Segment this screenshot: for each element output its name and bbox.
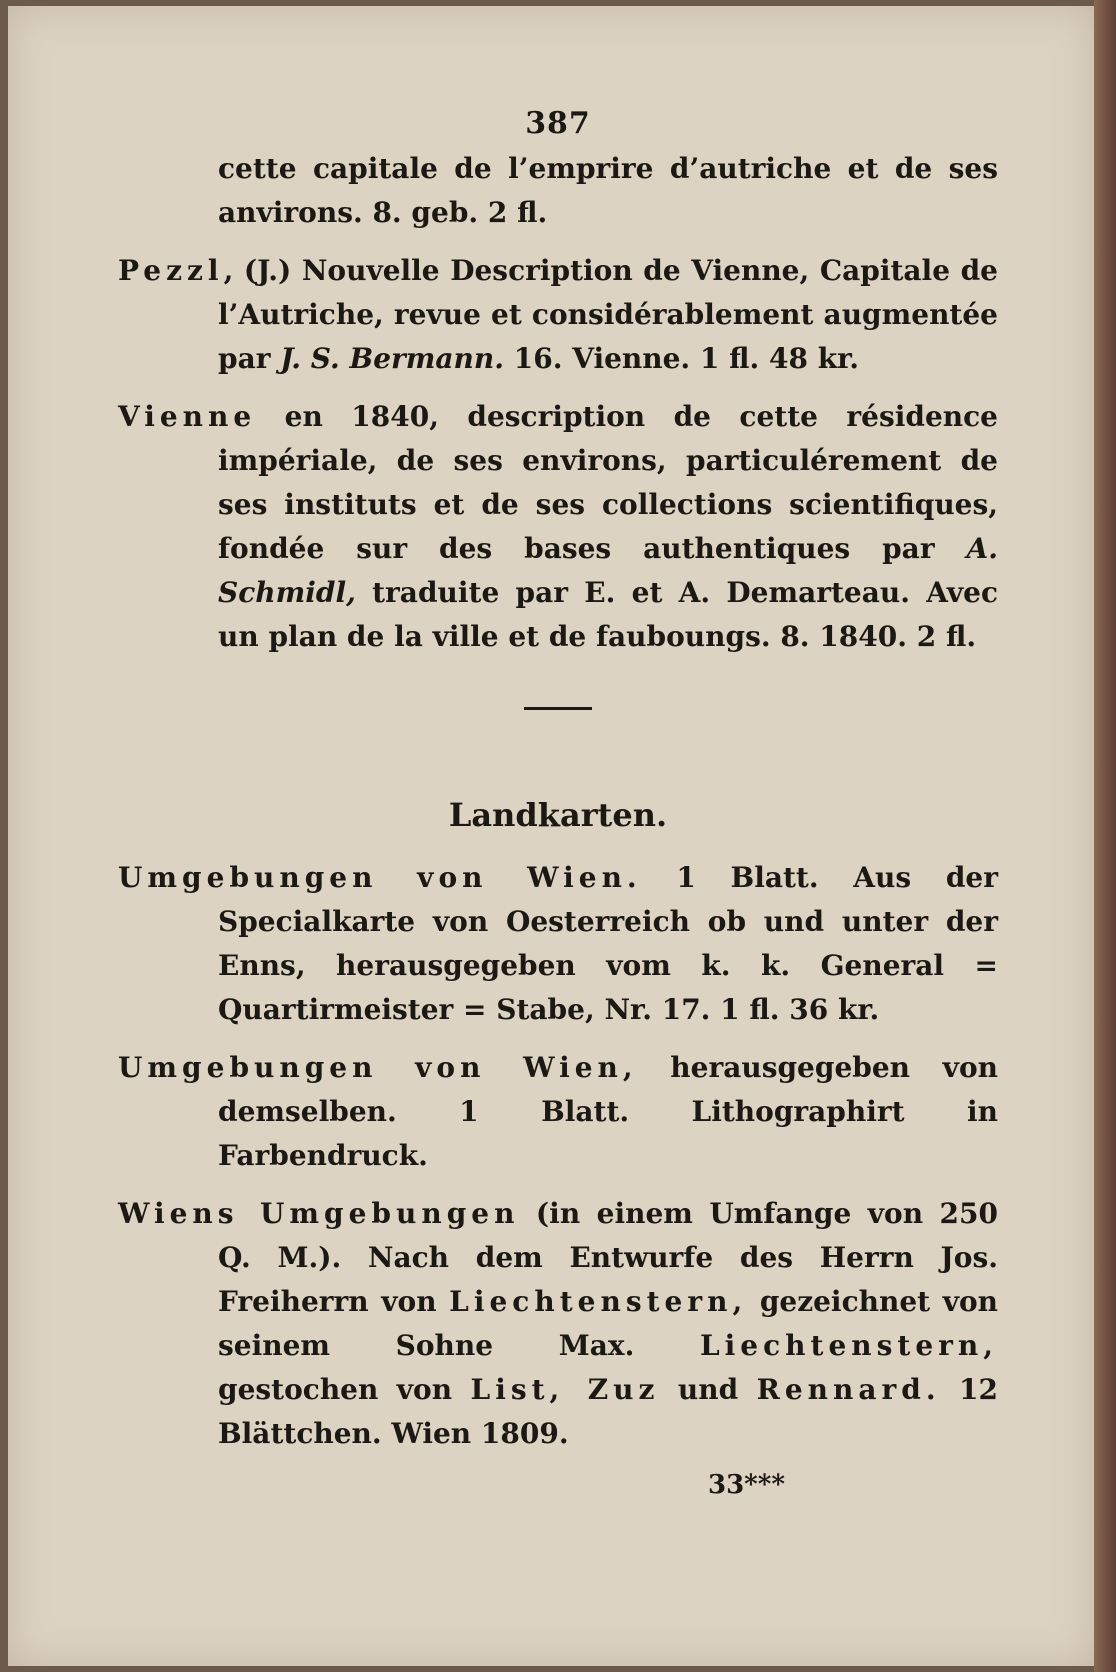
entry-name: Liechtenstern, (449, 1285, 748, 1318)
page-number: 387 (525, 106, 591, 141)
section-divider (524, 707, 592, 710)
german-entries (118, 856, 998, 1456)
entry-editor: J. S. Bermann. (280, 342, 504, 375)
entry-text: und (659, 1373, 757, 1406)
entry-title: Wiens Umgebungen (118, 1197, 520, 1230)
entry-text: gezeichnet von seinem Sohne Max. (218, 1285, 998, 1362)
entry-title: Vienne (118, 400, 257, 433)
entry-fr-0 (118, 147, 998, 235)
entry-text: , (J.) Nouvelle Description de Vienne, Capitale de l’Autriche, revue et considérablement augmentée par (218, 254, 998, 375)
entry-text: gestochen von (218, 1373, 471, 1406)
signature-mark: 33*** (708, 1470, 785, 1500)
entry-fr-2 (118, 395, 998, 659)
entry-de-0 (118, 856, 998, 1032)
entry-text: herausgegeben von demselben. 1 Blatt. Lithographirt in Farbendruck. (218, 1051, 998, 1172)
french-entries (118, 147, 998, 659)
entry-text: traduite par E. et A. Demarteau. Avec un plan de la ville et de fauboungs. 8. 1840. 2 fl. (218, 576, 998, 653)
entry-name: List, Zuz (470, 1373, 660, 1406)
book-page (8, 6, 1094, 1666)
entry-text: (in einem Umfange von 250 Q. M.). Nach dem Entwurfe des Herrn Jos. Freiherrn von (218, 1197, 998, 1318)
entry-title: Umgebungen von Wien, (118, 1051, 638, 1084)
entry-name: Rennard. (756, 1373, 941, 1406)
entry-fr-1 (118, 249, 998, 381)
entry-text: 12 Blättchen. Wien 1809. (218, 1373, 999, 1450)
entry-text: cette capitale de l’emprire d’autriche et de ses anvirons. 8. geb. 2 fl. (218, 152, 998, 229)
entry-de-2 (118, 1192, 998, 1456)
entry-text: 1 Blatt. Aus der Specialkarte von Oesterreich ob und unter der Enns, herausgegeben vom k. k. General = Quartirmeister = Stabe, Nr. 17. 1 fl. 36 kr. (218, 861, 998, 1026)
entry-text: 16. Vienne. 1 fl. 48 kr. (504, 342, 860, 375)
entry-name: Liechtenstern, (699, 1329, 998, 1362)
page-content (118, 106, 998, 1500)
book-edge (1094, 0, 1116, 1672)
section-title: Landkarten. (448, 796, 668, 834)
entry-title: Umgebungen von Wien. (118, 861, 642, 894)
entry-text: en 1840, description de cette résidence impériale, de ses environs, particulérement de ses instituts et de ses collections scientifiques, fondée sur des bases authentiques par (218, 400, 998, 565)
entry-author: Pezzl (118, 254, 224, 287)
entry-author: A. Schmidl, (218, 532, 998, 609)
entry-de-1 (118, 1046, 998, 1178)
